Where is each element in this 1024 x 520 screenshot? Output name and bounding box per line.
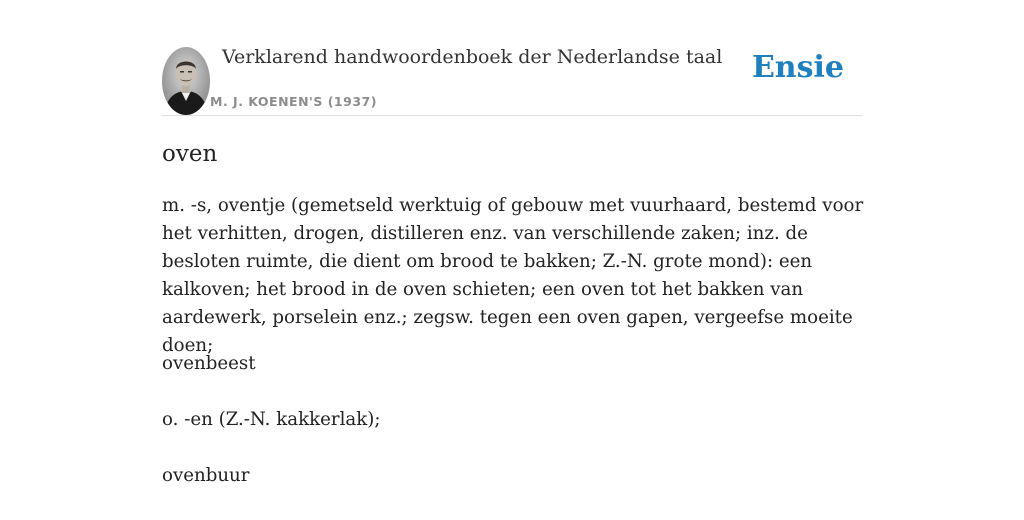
header bbox=[162, 0, 862, 116]
entry-title: oven bbox=[162, 141, 218, 167]
brand-logo-link[interactable]: Ensie bbox=[751, 50, 844, 85]
sub-entry-term: ovenbuur bbox=[162, 465, 250, 486]
book-title: Verklarend handwoordenboek der Nederlandse taal bbox=[222, 46, 723, 68]
page bbox=[162, 0, 862, 512]
sub-entry-definition: o. -en (Z.-N. kakkerlak); bbox=[162, 409, 381, 430]
sub-entry-list bbox=[162, 352, 862, 520]
sub-entry-term: ovenbeest bbox=[162, 353, 256, 374]
author-portrait-icon bbox=[162, 47, 210, 115]
book-subtitle: M. J. KOENEN'S (1937) bbox=[210, 94, 377, 109]
entry-definition: m. -s, oventje (gemetseld werktuig of gebouw met vuurhaard, bestemd voor het verhitten, drogen, distilleren enz. van verschillende zaken; inz. de besloten ruimte, die dient om brood te bakken; Z.-N. grote mond): een kalkoven; het brood in de oven schieten; een oven tot het bakken van aardewerk, porselein enz.; zegsw. tegen een oven gapen, vergeefse moeite doen; bbox=[162, 195, 864, 356]
